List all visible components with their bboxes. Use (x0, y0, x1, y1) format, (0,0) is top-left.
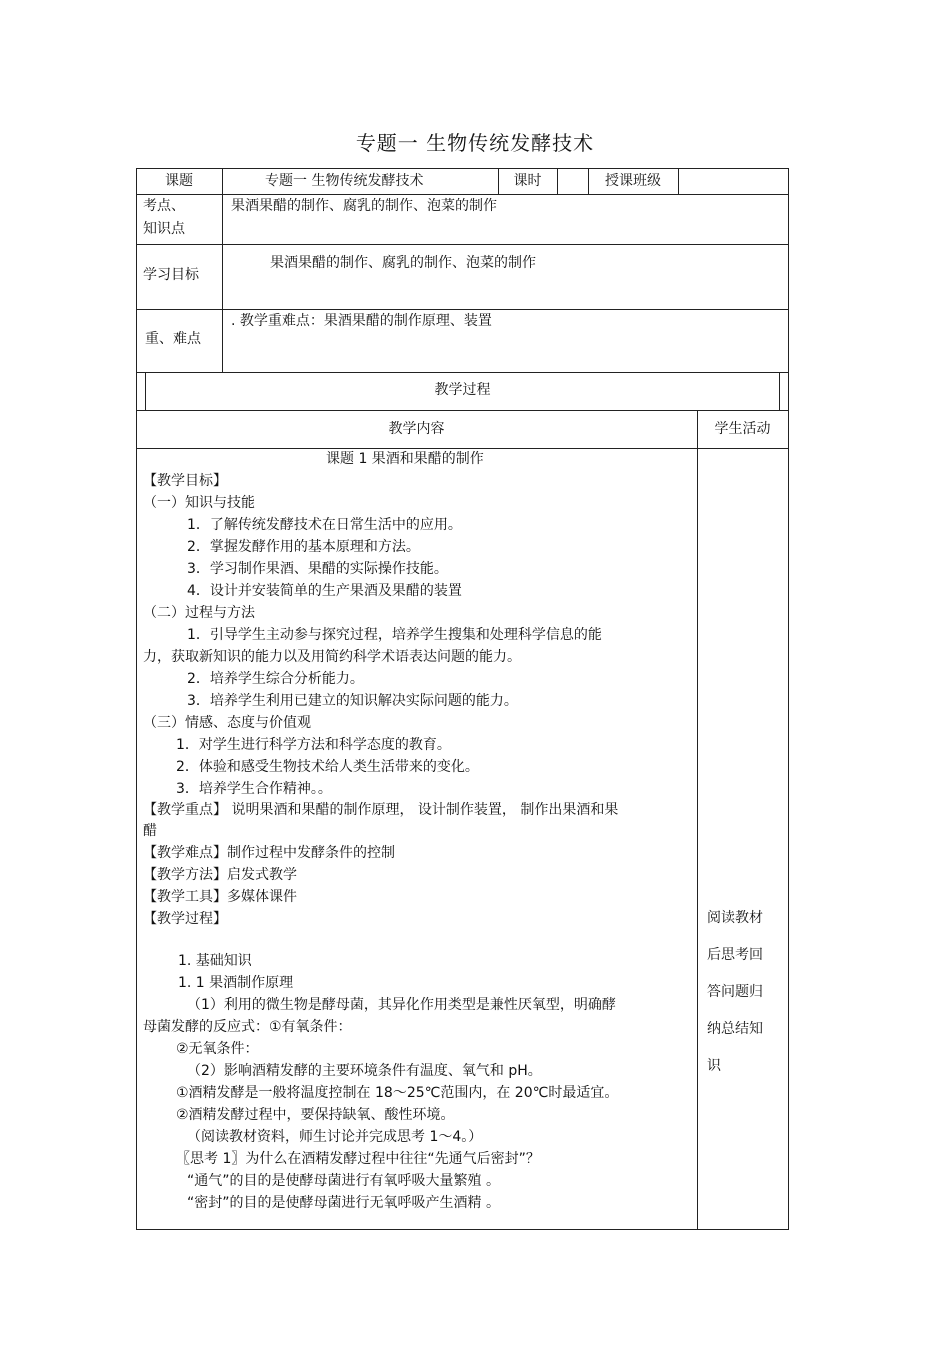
content-line: （2）影响酒精发酵的主要环境条件有温度、氧气和 pH。 (187, 1063, 542, 1079)
content-line: 【教学方法】启发式教学 (143, 867, 297, 883)
content-header: 教学内容 (388, 421, 445, 437)
activity-line: 阅读教材 (707, 910, 763, 926)
class-label: 授课班级 (605, 173, 661, 189)
activity-line: 答问题归 (707, 984, 763, 1000)
content-line: 【教学工具】多媒体课件 (143, 889, 297, 905)
content-line: ②酒精发酵过程中，要保持缺氧、酸性环境。 (176, 1107, 455, 1123)
content-line: 1．对学生进行科学方法和科学态度的教育。 (176, 737, 451, 753)
content-line: 【教学目标】 (143, 473, 227, 489)
hours-label: 课时 (513, 173, 542, 189)
content-line: 2．培养学生综合分析能力。 (187, 671, 364, 687)
content-line: 3．培养学生利用已建立的知识解决实际问题的能力。 (187, 693, 518, 709)
content-line: 2．体验和感受生物技术给人类生活带来的变化。 (176, 759, 479, 775)
content-line: 【教学重点】 说明果酒和果醋的制作原理， 设计制作装置， 制作出果酒和果 (143, 802, 619, 818)
activity-line: 识 (707, 1058, 721, 1074)
content-line: 4．设计并安装简单的生产果酒及果醋的装置 (187, 583, 462, 599)
content-line: ②无氧条件： (176, 1041, 259, 1057)
difficulty-value: . 教学重难点：果酒果醋的制作原理、装置 (231, 313, 492, 329)
key-points-label-1: 考点、 (143, 198, 185, 214)
topic-value: 专题一 生物传统发酵技术 (265, 173, 424, 189)
content-line: （阅读教材资料，师生讨论并完成思考 1～4。） (187, 1129, 483, 1145)
difficulty-label: 重、难点 (145, 331, 201, 347)
content-line: 课题 1 果酒和果醋的制作 (326, 451, 484, 467)
content-line: “通气”的目的是使酵母菌进行有氧呼吸大量繁殖 。 (187, 1173, 500, 1189)
content-line: 2．掌握发酵作用的基本原理和方法。 (187, 539, 420, 555)
content-line: 1．引导学生主动参与探究过程，培养学生搜集和处理科学信息的能 (187, 627, 602, 643)
content-line: “密封”的目的是使酵母菌进行无氧呼吸产生酒精 。 (187, 1195, 500, 1211)
content-line: 1. 基础知识 (178, 953, 252, 969)
content-line: 母菌发酵的反应式：①有氧条件： (143, 1019, 352, 1035)
content-line: 1．了解传统发酵技术在日常生活中的应用。 (187, 517, 462, 533)
content-line: （二）过程与方法 (143, 605, 255, 621)
student-activity (707, 908, 787, 1093)
content-line: 【教学难点】制作过程中发酵条件的控制 (143, 845, 395, 861)
activity-header: 学生活动 (714, 421, 771, 437)
content-line: 3．学习制作果酒、果醋的实际操作技能。 (187, 561, 448, 577)
content-line: （1）利用的微生物是酵母菌，其异化作用类型是兼性厌氧型，明确酵 (187, 997, 616, 1013)
page-title: 专题一 生物传统发酵技术 (355, 131, 595, 155)
objectives-value: 果酒果醋的制作、腐乳的制作、泡菜的制作 (270, 255, 536, 271)
content-line: 〖思考 1〗为什么在酒精发酵过程中往往“先通气后密封”？ (176, 1151, 540, 1167)
process-heading: 教学过程 (434, 382, 491, 398)
content-line: （三）情感、态度与价值观 (143, 715, 311, 731)
topic-label: 课题 (165, 173, 193, 189)
objectives-label: 学习目标 (143, 267, 199, 283)
activity-line: 纳总结知 (707, 1021, 763, 1037)
content-line: 1. 1 果酒制作原理 (178, 975, 294, 991)
content-line: 力，获取新知识的能力以及用简约科学术语表达问题的能力。 (143, 649, 521, 665)
content-line: ①酒精发酵是一般将温度控制在 18～25℃范围内，在 20℃时最适宜。 (176, 1085, 619, 1101)
key-points-label-2: 知识点 (143, 221, 185, 237)
content-line: （一）知识与技能 (143, 495, 255, 511)
content-line: 醋 (143, 823, 157, 839)
activity-line: 后思考回 (707, 947, 763, 963)
content-line: 3．培养学生合作精神。。 (176, 781, 332, 797)
key-points-value: 果酒果醋的制作、腐乳的制作、泡菜的制作 (231, 198, 497, 214)
content-line: 【教学过程】 (143, 911, 227, 927)
